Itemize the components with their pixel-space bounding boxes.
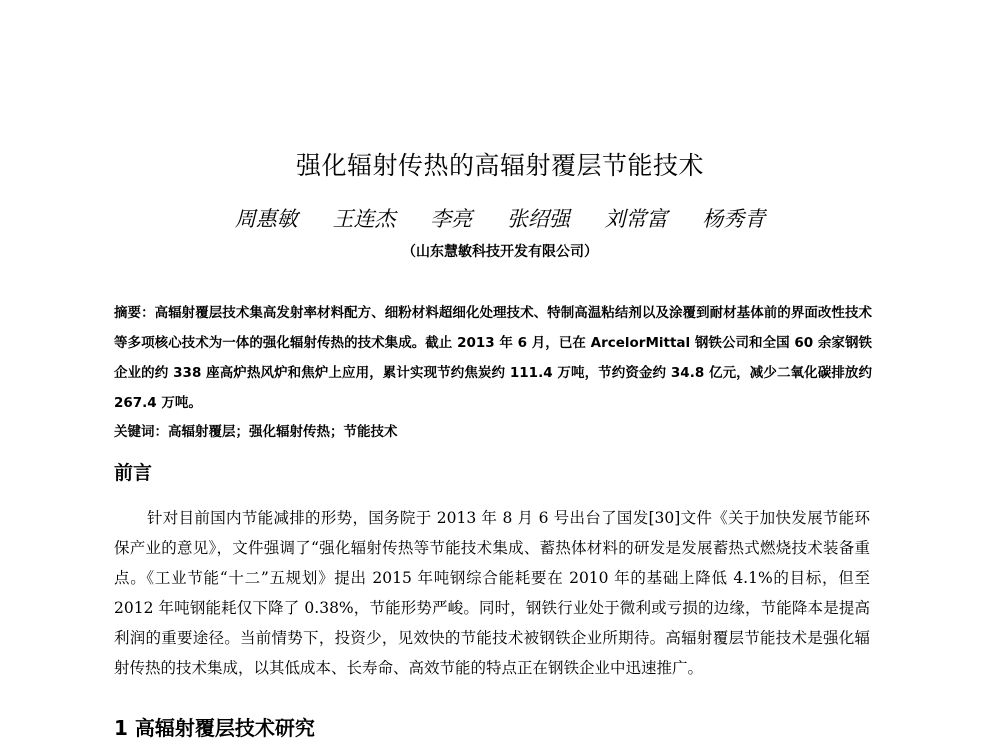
author-name: 杨秀青 [702, 207, 766, 231]
author-name: 张绍强 [506, 207, 570, 231]
author-name: 周惠敏 [234, 207, 298, 231]
author-name: 李亮 [430, 207, 473, 231]
abstract-label: 摘要： [114, 305, 155, 321]
abstract-text: 高辐射覆层技术集高发射率材料配方、细粉材料超细化处理技术、特制高温粘结剂以及涂覆到耐材基体前的界面改性技术等多项核心技术为一体的强化辐射传热的技术集成。截止 2013 年 6 月，已在 ArcelorMittal 钢铁公司和全国 60 余家钢铁企业的约 338 座高炉热风炉和焦炉上应用，累计实现节约焦炭约 111.4 万吨，节约资金约 34.8 亿元，减少二氧化碳排放约 267.4 万吨。 [114, 305, 872, 411]
author-name: 王连杰 [332, 207, 396, 231]
section-title-next: 1 高辐射覆层技术研究 [114, 716, 315, 740]
affiliation: （山东慧敏科技开发有限公司） [402, 244, 598, 260]
keywords-text: 高辐射覆层；强化辐射传热；节能技术 [168, 424, 398, 440]
paper-title: 强化辐射传热的高辐射覆层节能技术 [295, 151, 704, 180]
author-name: 刘常富 [604, 207, 668, 231]
author-list [0, 203, 1000, 233]
section-title-preface: 前言 [114, 462, 153, 484]
preface-paragraph: 针对目前国内节能减排的形势，国务院于 2013 年 8 月 6 号出台了国发[30]文件《关于加快发展节能环保产业的意见》，文件强调了“强化辐射传热等节能技术集成、蓄热体材料的研发是发展蓄热式燃烧技术装备重点。《工业节能“十二”五规划》提出 2015 年吨钢综合能耗要在 2010 年的基础上降低 4.1%的目标，但至 2012 年吨钢能耗仅下降了 0.38%，节能形势严峻。同时，钢铁行业处于微利或亏损的边缘，节能降本是提高利润的重要途径。当前情势下，投资少，见效快的节能技术被钢铁企业所期待。高辐射覆层节能技术是强化辐射传热的技术集成，以其低成本、长寿命、高效节能的特点正在钢铁企业中迅速推广。 [114, 509, 870, 677]
keywords-label: 关键词： [114, 424, 168, 440]
abstract [114, 298, 872, 418]
keywords [114, 420, 872, 444]
